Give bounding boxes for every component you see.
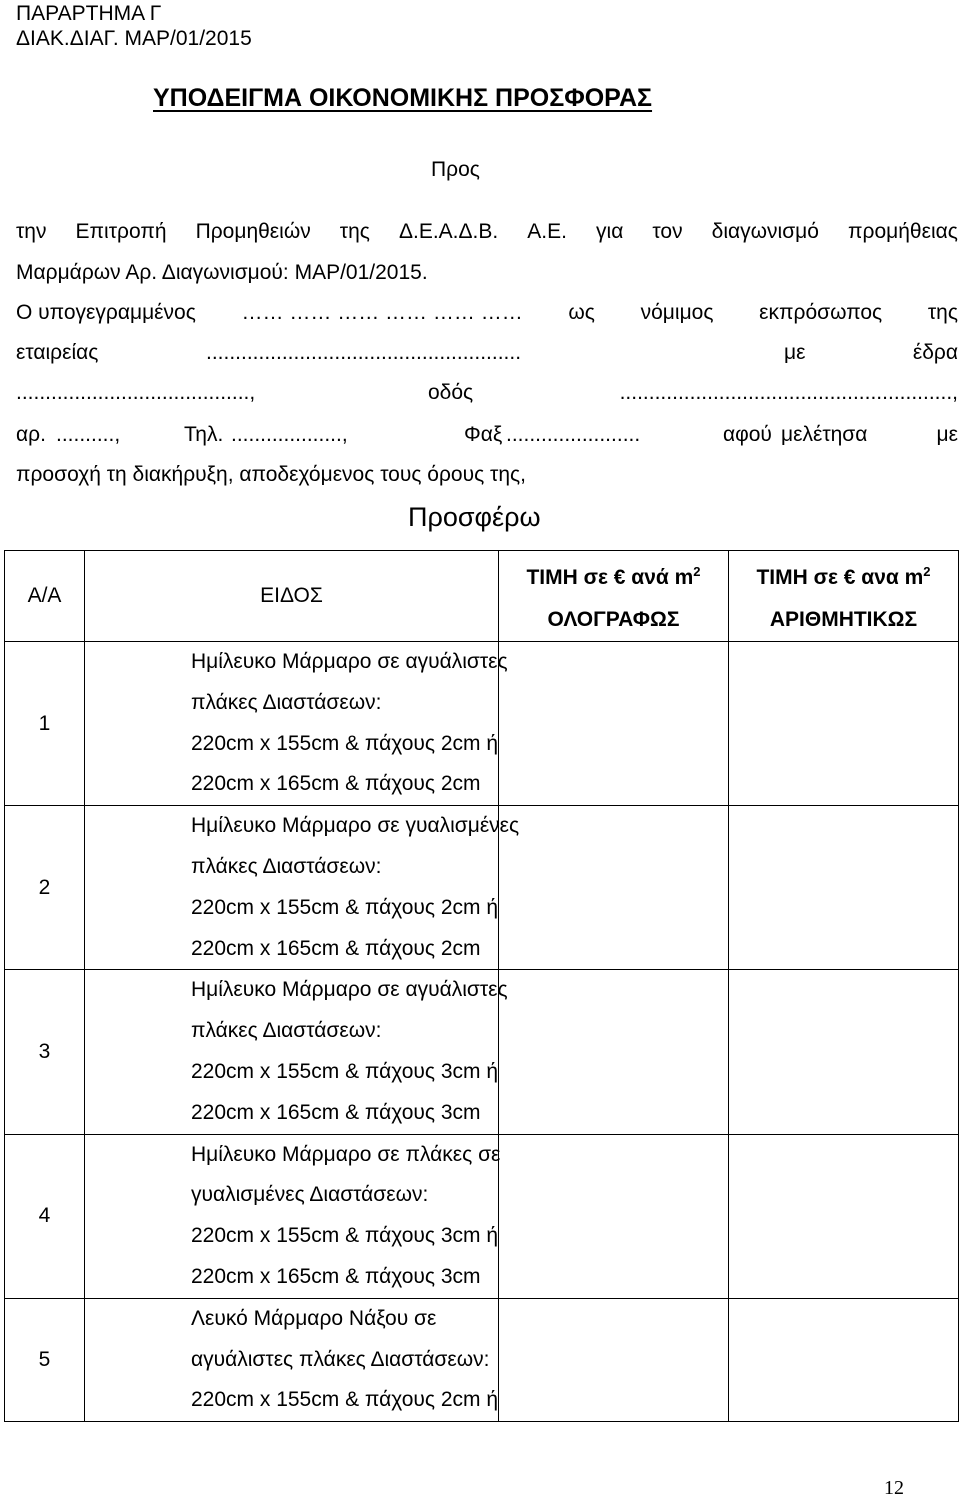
- annex-label: ΠΑΡΑΡΤΗΜΑ Γ: [16, 2, 162, 25]
- item-description: Ημίλευκο Μάρμαρο σε αγυάλιστες πλάκες Διαστάσεων: 220cm x 155cm & πάχους 2cm ή 220cm x 165cm & πάχους 2cm: [85, 642, 499, 806]
- item-description: Ημίλευκο Μάρμαρο σε πλάκες σε γυαλισμένες Διαστάσεων: 220cm x 155cm & πάχους 3cm ή 220cm x 165cm & πάχους 3cm: [85, 1134, 499, 1298]
- table-row: [5, 1298, 959, 1421]
- item-description: Ημίλευκο Μάρμαρο σε αγυάλιστες πλάκες Διαστάσεων: 220cm x 155cm & πάχους 3cm ή 220cm x 165cm & πάχους 3cm: [85, 970, 499, 1134]
- header-item: ΕΙΔΟΣ: [85, 551, 499, 642]
- addressee-to: Προς: [431, 158, 480, 181]
- item-description: Λευκό Μάρμαρο Νάξου σε αγυάλιστες πλάκες Διαστάσεων: 220cm x 155cm & πάχους 2cm ή: [85, 1298, 499, 1421]
- price-in-words-cell[interactable]: [499, 1298, 729, 1421]
- body-line-4: εταιρείας ...................................................... με έδρα: [16, 341, 958, 364]
- header-price-in-words: ΤΙΜΗ σε € ανά $m^2$ ΟΛΟΓΡΑΦΩΣ: [499, 551, 729, 642]
- price-in-words-cell[interactable]: [499, 1134, 729, 1298]
- header-price-in-numbers: ΤΙΜΗ σε € ανα $m^2$ ΑΡΙΘΜΗΤΙΚΩΣ: [729, 551, 959, 642]
- price-in-numbers-cell[interactable]: [729, 642, 959, 806]
- table-row: [5, 1134, 959, 1298]
- item-description: Ημίλευκο Μάρμαρο σε γυαλισμένες πλάκες Διαστάσεων: 220cm x 155cm & πάχους 2cm ή 220cm x 165cm & πάχους 2cm: [85, 806, 499, 970]
- price-in-words-cell[interactable]: [499, 806, 729, 970]
- table-row: [5, 642, 959, 806]
- body-line-7: προσοχή τη διακήρυξη, αποδεχόμενος τους όρους της,: [16, 463, 526, 486]
- body-line-2: Μαρμάρων Αρ. Διαγωνισμού: ΜΑΡ/01/2015.: [16, 261, 428, 284]
- row-number: 4: [5, 1134, 85, 1298]
- table-row: [5, 806, 959, 970]
- header-aa: Α/Α: [5, 551, 85, 642]
- price-in-numbers-cell[interactable]: [729, 1298, 959, 1421]
- row-number: 3: [5, 970, 85, 1134]
- reference-code: ΔΙΑΚ.ΔΙΑΓ. ΜΑΡ/01/2015: [16, 27, 252, 50]
- document-title: ΥΠΟΔΕΙΓΜΑ ΟΙΚΟΝΟΜΙΚΗΣ ΠΡΟΣΦΟΡΑΣ: [153, 84, 653, 112]
- price-in-numbers-cell[interactable]: [729, 970, 959, 1134]
- body-line-5: ........................................, οδός .........................................................,: [16, 381, 958, 404]
- body-line-6: αρ. .........., Τηλ. ..................., Φαξ ....................... αφού μελέτησα με: [16, 423, 958, 446]
- body-line-3: Ο υπογεγραμμένος …… …… …… …… …… …… ως νόμιμος εκπρόσωπος της: [16, 301, 958, 324]
- price-in-words-cell[interactable]: [499, 642, 729, 806]
- row-number: 2: [5, 806, 85, 970]
- body-line-1: την Επιτροπή Προμηθειών της Δ.Ε.Α.Δ.Β. Α.Ε. για τον διαγωνισμό προμήθειας: [16, 220, 958, 243]
- table-row: [5, 970, 959, 1134]
- page-number: 12: [884, 1477, 904, 1499]
- price-in-numbers-cell[interactable]: [729, 806, 959, 970]
- offer-heading: Προσφέρω: [408, 502, 541, 532]
- price-in-numbers-cell[interactable]: [729, 1134, 959, 1298]
- price-in-words-cell[interactable]: [499, 970, 729, 1134]
- price-offer-table: [4, 550, 959, 1422]
- table-header-row: [5, 551, 959, 642]
- row-number: 1: [5, 642, 85, 806]
- row-number: 5: [5, 1298, 85, 1421]
